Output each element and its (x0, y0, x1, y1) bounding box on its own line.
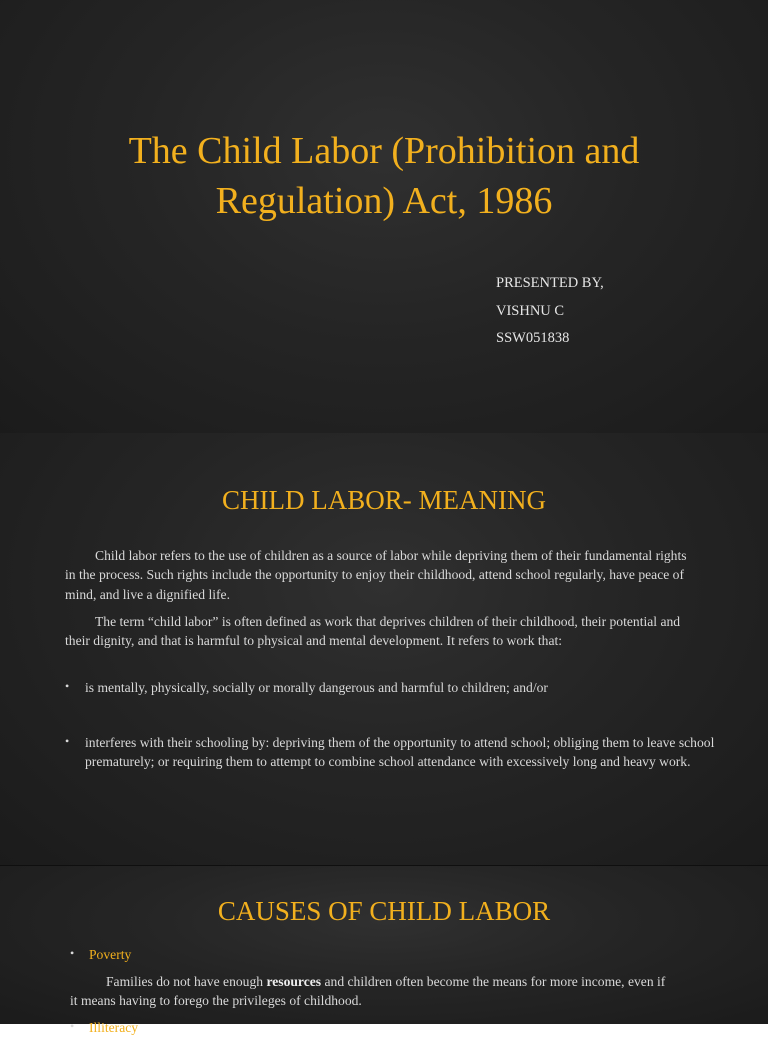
bullet-text: is mentally, physically, socially or morally dangerous and harmful to children; and/or (85, 680, 548, 695)
bullet-dot-icon: • (65, 734, 70, 748)
bullet-text: Illiteracy (89, 1020, 139, 1035)
presenter-id: SSW051838 (496, 330, 570, 346)
presenter-name: VISHNU C (496, 302, 565, 319)
causes-paragraph-bold: resources (266, 974, 322, 989)
slide-heading: CHILD LABOR- MEANING (222, 485, 546, 515)
slide-title (0, 0, 768, 433)
presentation-title: The Child Labor (Prohibition and Regulation) Act, 1986 (128, 130, 640, 222)
meaning-paragraph-2 (65, 612, 705, 651)
meaning-paragraph-2-text: The term “child labor” is often defined as work that deprives children of their childhood, their potential and their dignity, and that is harmful to physical and mental development. It refers to work that: (65, 614, 681, 649)
causes-paragraph (70, 972, 670, 1011)
bullet-dot-icon: • (70, 1019, 75, 1033)
bullet-text: interferes with their schooling by: depriving them of the opportunity to attend school; obliging them to leave school prematurely; or requiring them to attempt to combine school attendance with excessively long and heavy work. (85, 735, 715, 770)
slide-causes (0, 866, 768, 1035)
meaning-paragraph-1-text: Child labor refers to the use of children as a source of labor while depriving them of their fundamental rights in the process. Such rights include the opportunity to enjoy their childhood, attend school regularly, have peace of mind, and live a dignified life. (65, 548, 687, 602)
bullet-dot-icon: • (70, 946, 75, 960)
meaning-paragraph-1 (65, 546, 690, 604)
slide-heading: CAUSES OF CHILD LABOR (217, 896, 551, 926)
presenter-info (496, 270, 604, 353)
slide-meaning (0, 433, 768, 865)
causes-paragraph-before: Families do not have enough (106, 974, 267, 989)
bullet-text: Poverty (89, 947, 132, 962)
bullet-dot-icon: • (65, 679, 70, 693)
causes-paragraph-after: and children often become the means for more income, even if it means having to forego the privileges of childhood. (70, 974, 666, 1009)
presenter-label: PRESENTED BY, (496, 275, 604, 291)
